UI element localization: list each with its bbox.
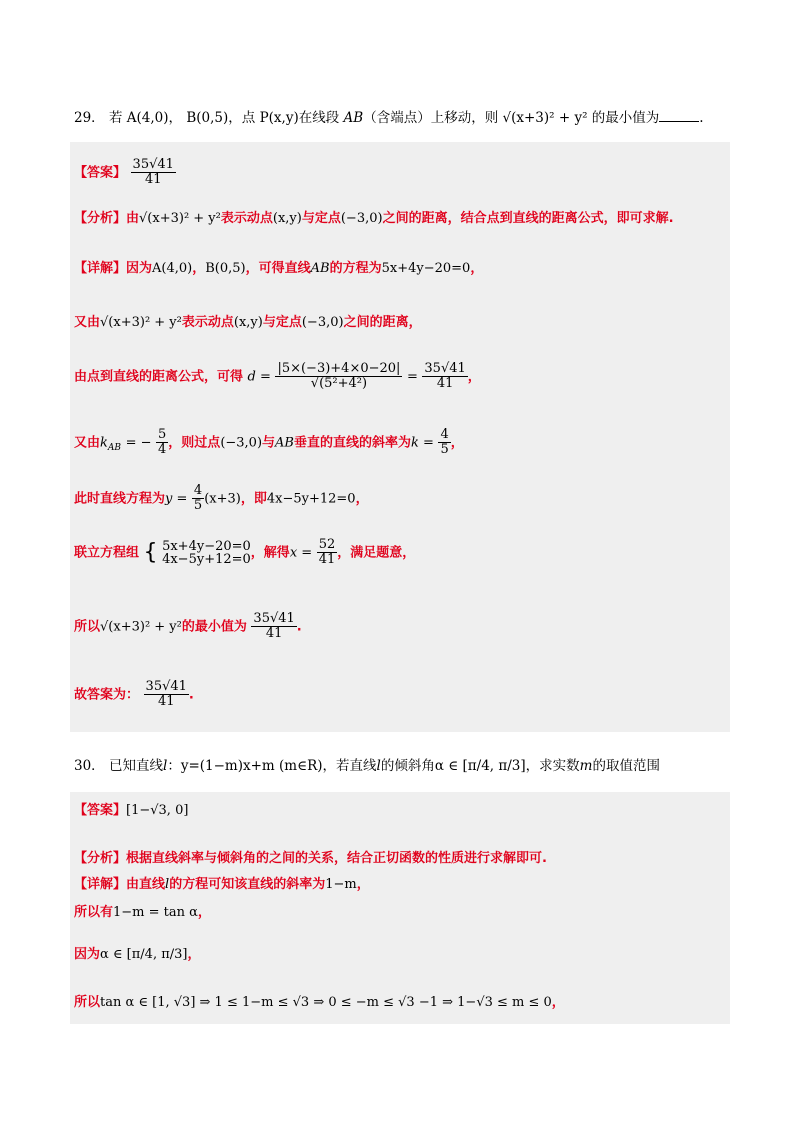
detail-30-line1: 【详解】由直线l的方程可知该直线的斜率为1−m， — [74, 877, 370, 892]
detail-29-line6: 联立方程组 { 5x+4y−20=0 4x−5y+12=0 ，解得x = $\frac{52}{41}$ ，满足题意， — [74, 537, 416, 568]
question-number: 29． — [74, 110, 105, 126]
detail-29-line5: 此时直线方程为y = $\frac{4}{5}$ (x+3)，即4x−5y+12=0， — [74, 483, 369, 514]
answer-blank — [659, 121, 699, 122]
answer-29: 【答案】 $\frac{35√41}{41}$ — [74, 157, 174, 188]
detail-29-line1: 【详解】因为A(4,0)，B(0,5)，可得直线AB的方程为5x+4y−20=0， — [74, 261, 484, 276]
answer-30: 【答案】[1−√3, 0] — [74, 803, 189, 818]
question-number: 30． — [74, 758, 105, 774]
final-answer-29: 故答案为： $\frac{35√41}{41}$ . — [74, 679, 194, 710]
answer-label: 【答案】 — [74, 165, 127, 181]
detail-29-line7: 所以√(x+3)² + y²的最小值为 $\frac{35√41}{41}$ . — [74, 611, 302, 642]
detail-30-line3: 因为α ∈ [π/4, π/3]， — [74, 947, 201, 962]
analysis-30: 【分析】根据直线斜率与倾斜角的之间的关系，结合正切函数的性质进行求解即可. — [74, 851, 547, 866]
question-29: 29． 若 A(4,0)， B(0,5)，点 P(x,y)在线段 AB（含端点）上移动，则 √(x+3)² + y² 的最小值为 . — [74, 110, 704, 126]
brace-icon: { — [143, 539, 158, 565]
question-30: 30． 已知直线l：y=(1−m)x+m (m∈R)，若直线l的倾斜角α ∈ [π/4, π/3]，求实数m的取值范围 — [74, 758, 660, 774]
detail-30-line2: 所以有1−m = tan α， — [74, 905, 211, 920]
detail-29-line2: 又由√(x+3)² + y²表示动点(x,y)与定点(−3,0)之间的距离， — [74, 315, 422, 330]
detail-29-line3: 由点到直线的距离公式，可得 d = $\frac{|5\times(-3)+4\times 0-20|}{\text{√(5²+4²)}}$ = $\frac{35√41}{41}$ ， — [74, 361, 481, 392]
analysis-29: 【分析】由√(x+3)² + y²表示动点(x,y)与定点(−3,0)之间的距离，结合点到直线的距离公式，即可求解. — [74, 211, 674, 226]
detail-29-line4: 又由$k_{AB}$ = − $\frac{5}{4}$ ，则过点(−3,0)与AB垂直的直线的斜率为k = $\frac{4}{5}$ ， — [74, 427, 464, 458]
detail-30-line4: 所以tan α ∈ [1, √3] ⇒ 1 ≤ 1−m ≤ √3 ⇒ 0 ≤ −m ≤ √3 −1 ⇒ 1−√3 ≤ m ≤ 0， — [74, 995, 565, 1010]
